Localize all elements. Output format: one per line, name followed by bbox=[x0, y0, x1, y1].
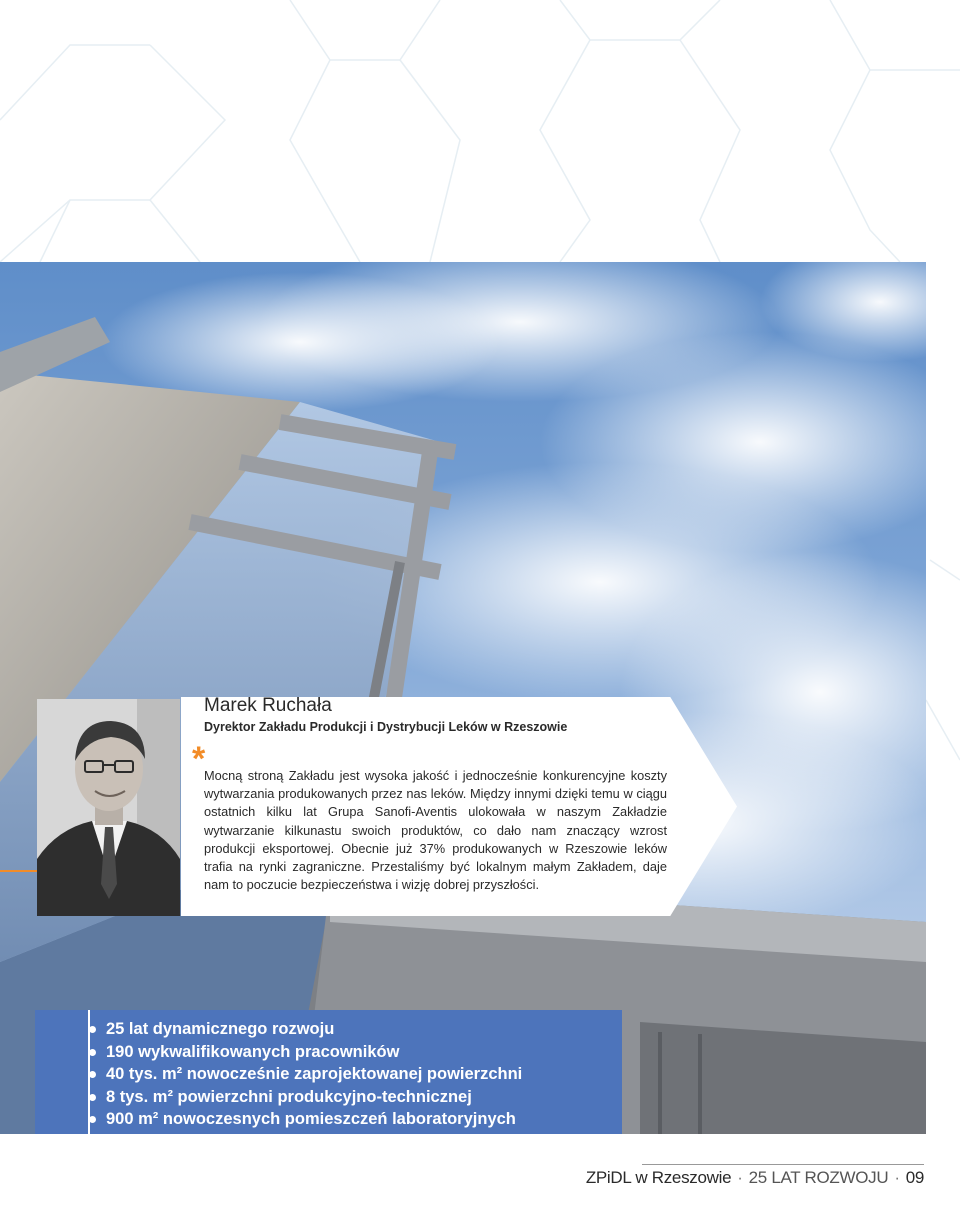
footer-org: ZPiDL w Rzeszowie bbox=[585, 1168, 732, 1187]
footer-tagline: 25 LAT ROZWOJU bbox=[748, 1168, 889, 1187]
page-footer bbox=[586, 1168, 924, 1188]
page-number: 09 bbox=[905, 1168, 924, 1187]
person-name: Marek Ruchała bbox=[204, 695, 332, 716]
stats-item: 40 tys. m² nowocześnie zaprojektowanej powierzchni bbox=[89, 1063, 522, 1086]
stats-divider bbox=[88, 1010, 90, 1134]
stats-item: 190 wykwalifikowanych pracowników bbox=[89, 1041, 522, 1064]
footer-rule bbox=[642, 1164, 924, 1165]
bullet-icon bbox=[89, 1049, 96, 1056]
asterisk-icon: * bbox=[192, 740, 206, 778]
bullet-icon bbox=[89, 1094, 96, 1101]
stats-item: 25 lat dynamicznego rozwoju bbox=[89, 1018, 522, 1041]
bullet-icon bbox=[89, 1116, 96, 1123]
bullet-icon bbox=[89, 1071, 96, 1078]
footer-separator: · bbox=[894, 1168, 900, 1187]
person-role: Dyrektor Zakładu Produkcji i Dystrybucji Leków w Rzeszowie bbox=[204, 720, 568, 734]
portrait-photo bbox=[37, 699, 180, 916]
stats-box bbox=[35, 1010, 622, 1134]
accent-rule bbox=[0, 870, 37, 872]
stats-item: 8 tys. m² powierzchni produkcyjno-technicznej bbox=[89, 1086, 522, 1109]
bullet-icon bbox=[89, 1026, 96, 1033]
stats-list bbox=[89, 1018, 522, 1131]
quote-text: Mocną stroną Zakładu jest wysoka jakość i jednocześnie konkurencyjne koszty wytwarzania produkowanych przez nas leków. Między innymi dzięki temu w ciągu ostatnich kilku lat Grupa Sanofi-Aventis ulokowała w naszym Zakładzie wytwarzanie kilkunastu swoich produktów, co dało nam znaczący wzrost produkcji eksportowej. Obecnie już 37% produkowanych w Rzeszowie leków trafia na rynki zagraniczne. Przestaliśmy być lokalnym małym Zakładem, daje nam to poczucie bezpieczeństwa i wizję dobrej przyszłości. bbox=[204, 768, 667, 893]
footer-separator: · bbox=[737, 1168, 743, 1187]
stats-item: 900 m² nowoczesnych pomieszczeń laboratoryjnych bbox=[89, 1108, 522, 1131]
